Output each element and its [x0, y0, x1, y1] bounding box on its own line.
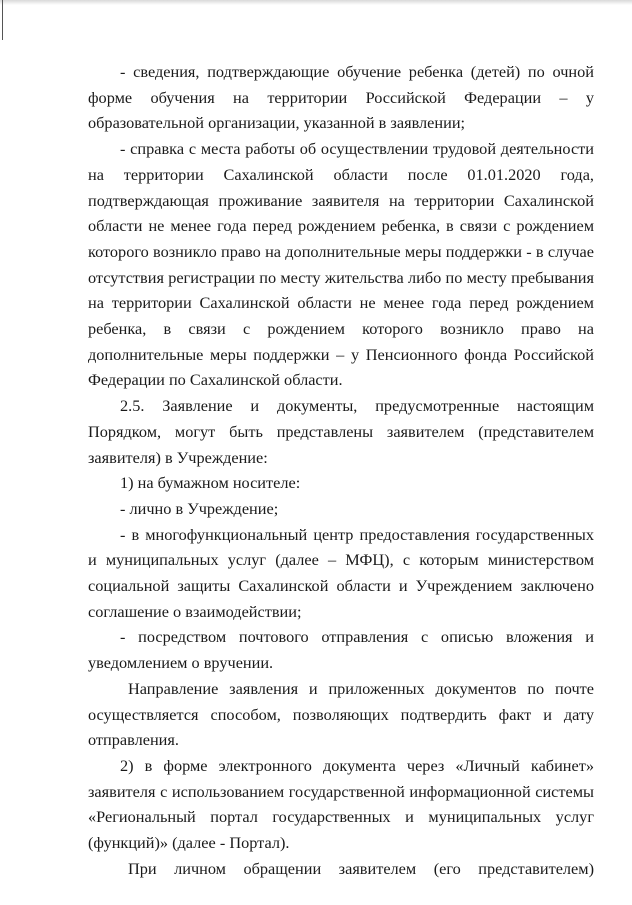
paragraph-electronic: 2) в форме электронного документа через «Личный кабинет» заявителя с использованием государственной информационной системы «Региональный портал государственных и муниципальных услуг (функций)» (далее - Портал).: [88, 755, 594, 853]
paragraph-mailing: Направление заявления и приложенных документов по почте осуществляется способом, позволяющих подтвердить факт и дату отправления.: [88, 678, 594, 750]
scan-top-edge: [0, 0, 632, 5]
scan-left-edge: [2, 0, 3, 40]
paragraph-postal: - посредством почтового отправления с описью вложения и уведомлением о вручении.: [88, 627, 594, 673]
paragraph-education-info: - сведения, подтверждающие обучение ребенка (детей) по очной форме обучения на территории Российской Федерации – у образовательной организации, указанной в заявлении;: [88, 62, 594, 133]
paragraph-work-certificate: - справка с места работы об осуществлении трудовой деятельности на территории Сахалинской области после 01.01.2020 года, подтверждающая проживание заявителя на территории Сахалинской области не менее года перед рождением ребенка, в связи с рождением которого возникло право на дополнительные меры поддержки - в случае отсутствия регистрации по месту жительства либо по месту пребывания на территории Сахалинской области не менее года перед рождением ребенка, в связи с рождением которого возникло право на дополнительные меры поддержки – у Пенсионного фонда Российской Федерации по Сахалинской области.: [88, 139, 594, 390]
paragraph-paper-form: 1) на бумажном носителе:: [120, 473, 301, 493]
paragraph-mfc: - в многофункциональный центр предоставления государственных и муниципальных услуг (далее – МФЦ), с которым министерством социальной защиты Сахалинской области и Учреждением заключено соглашение о взаимодействии;: [88, 524, 594, 621]
document-body: [88, 59, 594, 882]
paragraph-personal-appeal: При личном обращении заявителем (его представителем): [128, 858, 594, 878]
paragraph-2-5: 2.5. Заявление и документы, предусмотренные настоящим Порядком, могут быть представлены заявителем (представителем заявителя) в Учреждение:: [88, 396, 594, 467]
paragraph-in-person: - лично в Учреждение;: [120, 498, 279, 518]
